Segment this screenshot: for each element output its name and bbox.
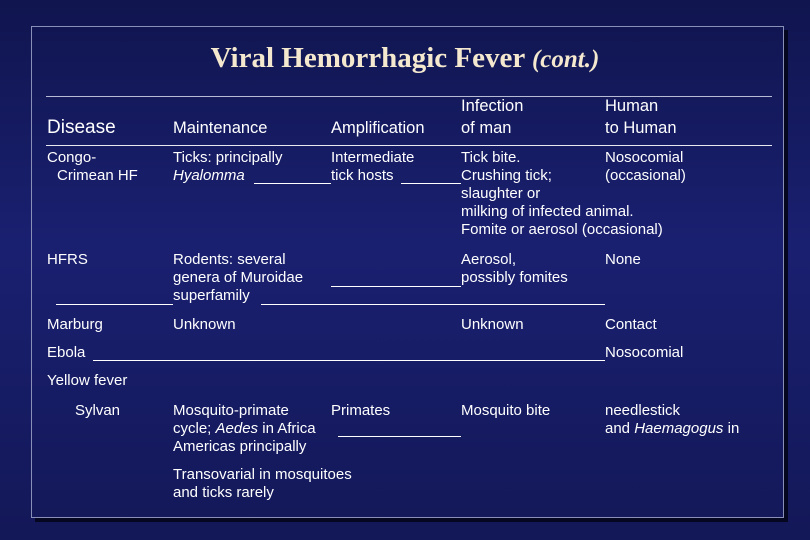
marburg-human: Contact xyxy=(605,316,657,333)
hfrs-underline-3 xyxy=(261,304,605,305)
congo-maintenance-line2 xyxy=(173,167,245,185)
yellow-fever-maintenance-line2 xyxy=(173,420,316,438)
ebola-underline xyxy=(93,360,605,361)
hfrs-human: None xyxy=(605,251,641,268)
header-maintenance: Maintenance xyxy=(173,119,268,137)
header-bottom-rule xyxy=(46,145,772,146)
yf-human-post: in xyxy=(723,420,740,437)
congo-infection-line4: milking of infected animal. xyxy=(461,203,634,220)
ebola-disease: Ebola xyxy=(47,344,86,361)
congo-underline-1 xyxy=(254,183,331,184)
yf-human-pre: and xyxy=(605,420,635,437)
yellow-fever-underline xyxy=(338,436,461,437)
header-amplification: Amplification xyxy=(331,119,425,137)
hfrs-infection-line1: Aerosol, xyxy=(461,251,517,268)
hfrs-disease: HFRS xyxy=(47,251,88,268)
yellow-fever-maintenance-line1: Mosquito-primate xyxy=(173,402,289,419)
congo-infection-line3: slaughter or xyxy=(461,185,541,202)
header-human-line1: Human xyxy=(605,97,659,115)
congo-infection-line2: Crushing tick; xyxy=(461,167,552,184)
yellow-fever-infection: Mosquito bite xyxy=(461,402,551,419)
header-infection-line1: Infection xyxy=(461,97,524,115)
marburg-maintenance: Unknown xyxy=(173,316,236,333)
congo-disease-line2: Crimean HF xyxy=(57,167,138,184)
yf-maint-pre: cycle; xyxy=(173,420,216,437)
yellow-fever-maintenance-line3: Americas principally xyxy=(173,438,307,455)
yellow-fever-note-line2: and ticks rarely xyxy=(173,484,274,501)
header-top-rule xyxy=(46,96,772,97)
title-sub: (cont.) xyxy=(531,46,600,73)
marburg-infection: Unknown xyxy=(461,316,524,333)
title-main: Viral Hemorrhagic Fever xyxy=(210,42,525,74)
yellow-fever-amplification: Primates xyxy=(331,402,391,419)
congo-disease-line1: Congo- xyxy=(47,149,97,166)
ebola-human: Nosocomial xyxy=(605,344,684,361)
yellow-fever-human-line1: needlestick xyxy=(605,402,681,419)
congo-human-line2: (occasional) xyxy=(605,167,686,184)
congo-amplification-line1: Intermediate xyxy=(331,149,415,166)
yellow-fever-note-line1: Transovarial in mosquitoes xyxy=(173,466,352,483)
hfrs-infection-line2: possibly fomites xyxy=(461,269,568,286)
yf-maint-genus: Aedes xyxy=(215,420,259,437)
congo-human-line1: Nosocomial xyxy=(605,149,684,166)
yellow-fever-sylvan: Sylvan xyxy=(75,402,121,419)
congo-infection-line1: Tick bite. xyxy=(461,149,521,166)
yf-maint-post: in Africa xyxy=(258,420,316,437)
yellow-fever-disease: Yellow fever xyxy=(47,372,128,389)
yf-human-genus: Haemagogus xyxy=(634,420,724,437)
hfrs-underline-2 xyxy=(56,304,173,305)
marburg-disease: Marburg xyxy=(47,316,103,333)
congo-amplification-line2: tick hosts xyxy=(331,167,394,184)
slide-frame xyxy=(31,26,784,518)
congo-infection-line5: Fomite or aerosol (occasional) xyxy=(461,221,663,238)
slide-title xyxy=(0,42,810,75)
hfrs-maintenance-line2: genera of Muroidae xyxy=(173,269,304,286)
hfrs-maintenance-line1: Rodents: several xyxy=(173,251,286,268)
yellow-fever-human-line2 xyxy=(605,420,739,438)
hfrs-maintenance-line3: superfamily xyxy=(173,287,250,304)
hfrs-underline-1 xyxy=(331,286,461,287)
header-infection-line2: of man xyxy=(461,119,512,137)
congo-maintenance-line1: Ticks: principally xyxy=(173,149,283,166)
congo-maintenance-genus: Hyalomma xyxy=(173,167,245,184)
header-human-line2: to Human xyxy=(605,119,677,137)
header-disease: Disease xyxy=(47,117,116,138)
congo-underline-2 xyxy=(401,183,461,184)
